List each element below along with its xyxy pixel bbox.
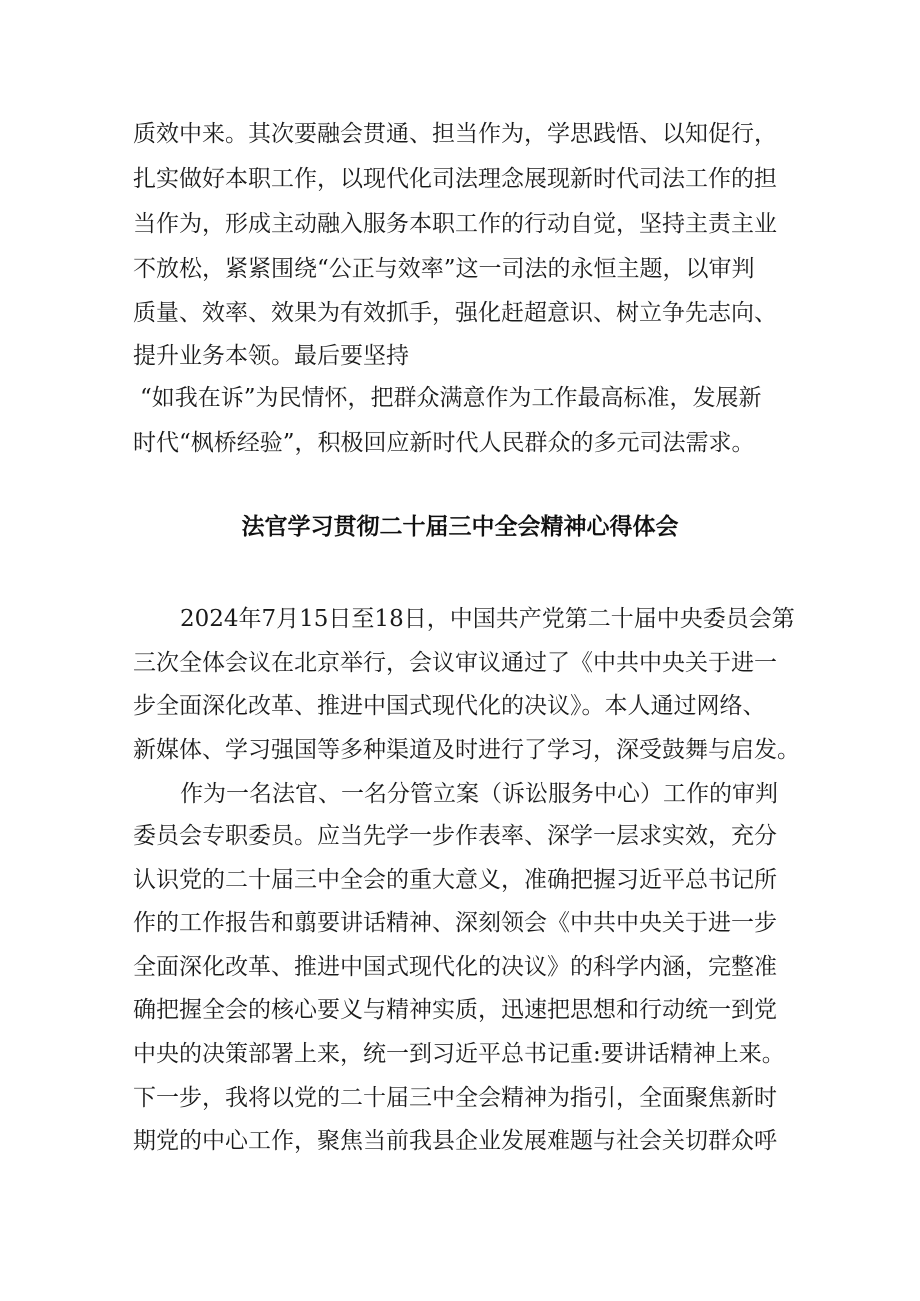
text-line: 作为一名法官、一名分管立案（诉讼服务中心）工作的审判: [180, 781, 778, 807]
text-line: 委员会专职委员。应当先学一步作表率、深学一层求实效，充分: [133, 823, 777, 849]
text-line: 步全面深化改革、推进中国式现代化的决议》。本人通过网络、: [133, 693, 766, 719]
text-line: 中央的决策部署上来，统一到习近平总书记重:要讲话精神上来。: [133, 1041, 785, 1067]
article-title: 法官学习贯彻二十届三中全会精神心得体会: [241, 514, 679, 540]
text-line: 时代“枫桥经验”，积极回应新时代人民群众的多元司法需求。: [133, 430, 755, 456]
text-line: 作的工作报告和翦要讲话精神、深刻领会《中共中央关于进一步: [133, 910, 777, 936]
text-line: 当作为，形成主动融入服务本职工作的行动自觉，坚持主责主业: [133, 211, 777, 237]
text-line: 全面深化改革、推进中国式现代化的决议》的科学内涵，完整准: [133, 954, 777, 980]
text-line: 下一步，我将以党的二十届三中全会精神为指引，全面聚焦新时: [133, 1085, 777, 1111]
text-line: 2024年7月15日至18日，中国共产党第二十届中央委员会第: [180, 606, 795, 632]
text-line: 扎实做好本职工作，以现代化司法理念展现新时代司法工作的担: [133, 166, 777, 192]
text-line: 质效中来。其次要融会贯通、担当作为，学思践悟、以知促行，: [133, 121, 777, 147]
text-line: 提升业务本领。最后要坚持: [133, 343, 409, 369]
text-line: 不放松，紧紧围绕“公正与效率”这一司法的永恒主题，以审判: [133, 256, 755, 282]
text-line: 三次全体会议在北京举行，会议审议通过了《中共中央关于进一: [133, 650, 777, 676]
text-line: “如我在诉”为民情怀，把群众满意作为工作最高标准，发展新: [140, 385, 762, 411]
text-line: 新媒体、学习强国等多种渠道及时进行了学习，深受鼓舞与启发。: [133, 737, 800, 763]
text-line: 质量、效率、效果为有效抓手，强化赶超意识、树立争先志向、: [133, 300, 777, 326]
text-line: 认识党的二十届三中全会的重大意义，准确把握习近平总书记所: [133, 867, 777, 893]
text-line: 确把握全会的核心要义与精神实质，迅速把思想和行动统一到党: [133, 997, 777, 1023]
text-line: 期党的中心工作，聚焦当前我县企业发展难题与社会关切群众呼: [133, 1128, 777, 1154]
